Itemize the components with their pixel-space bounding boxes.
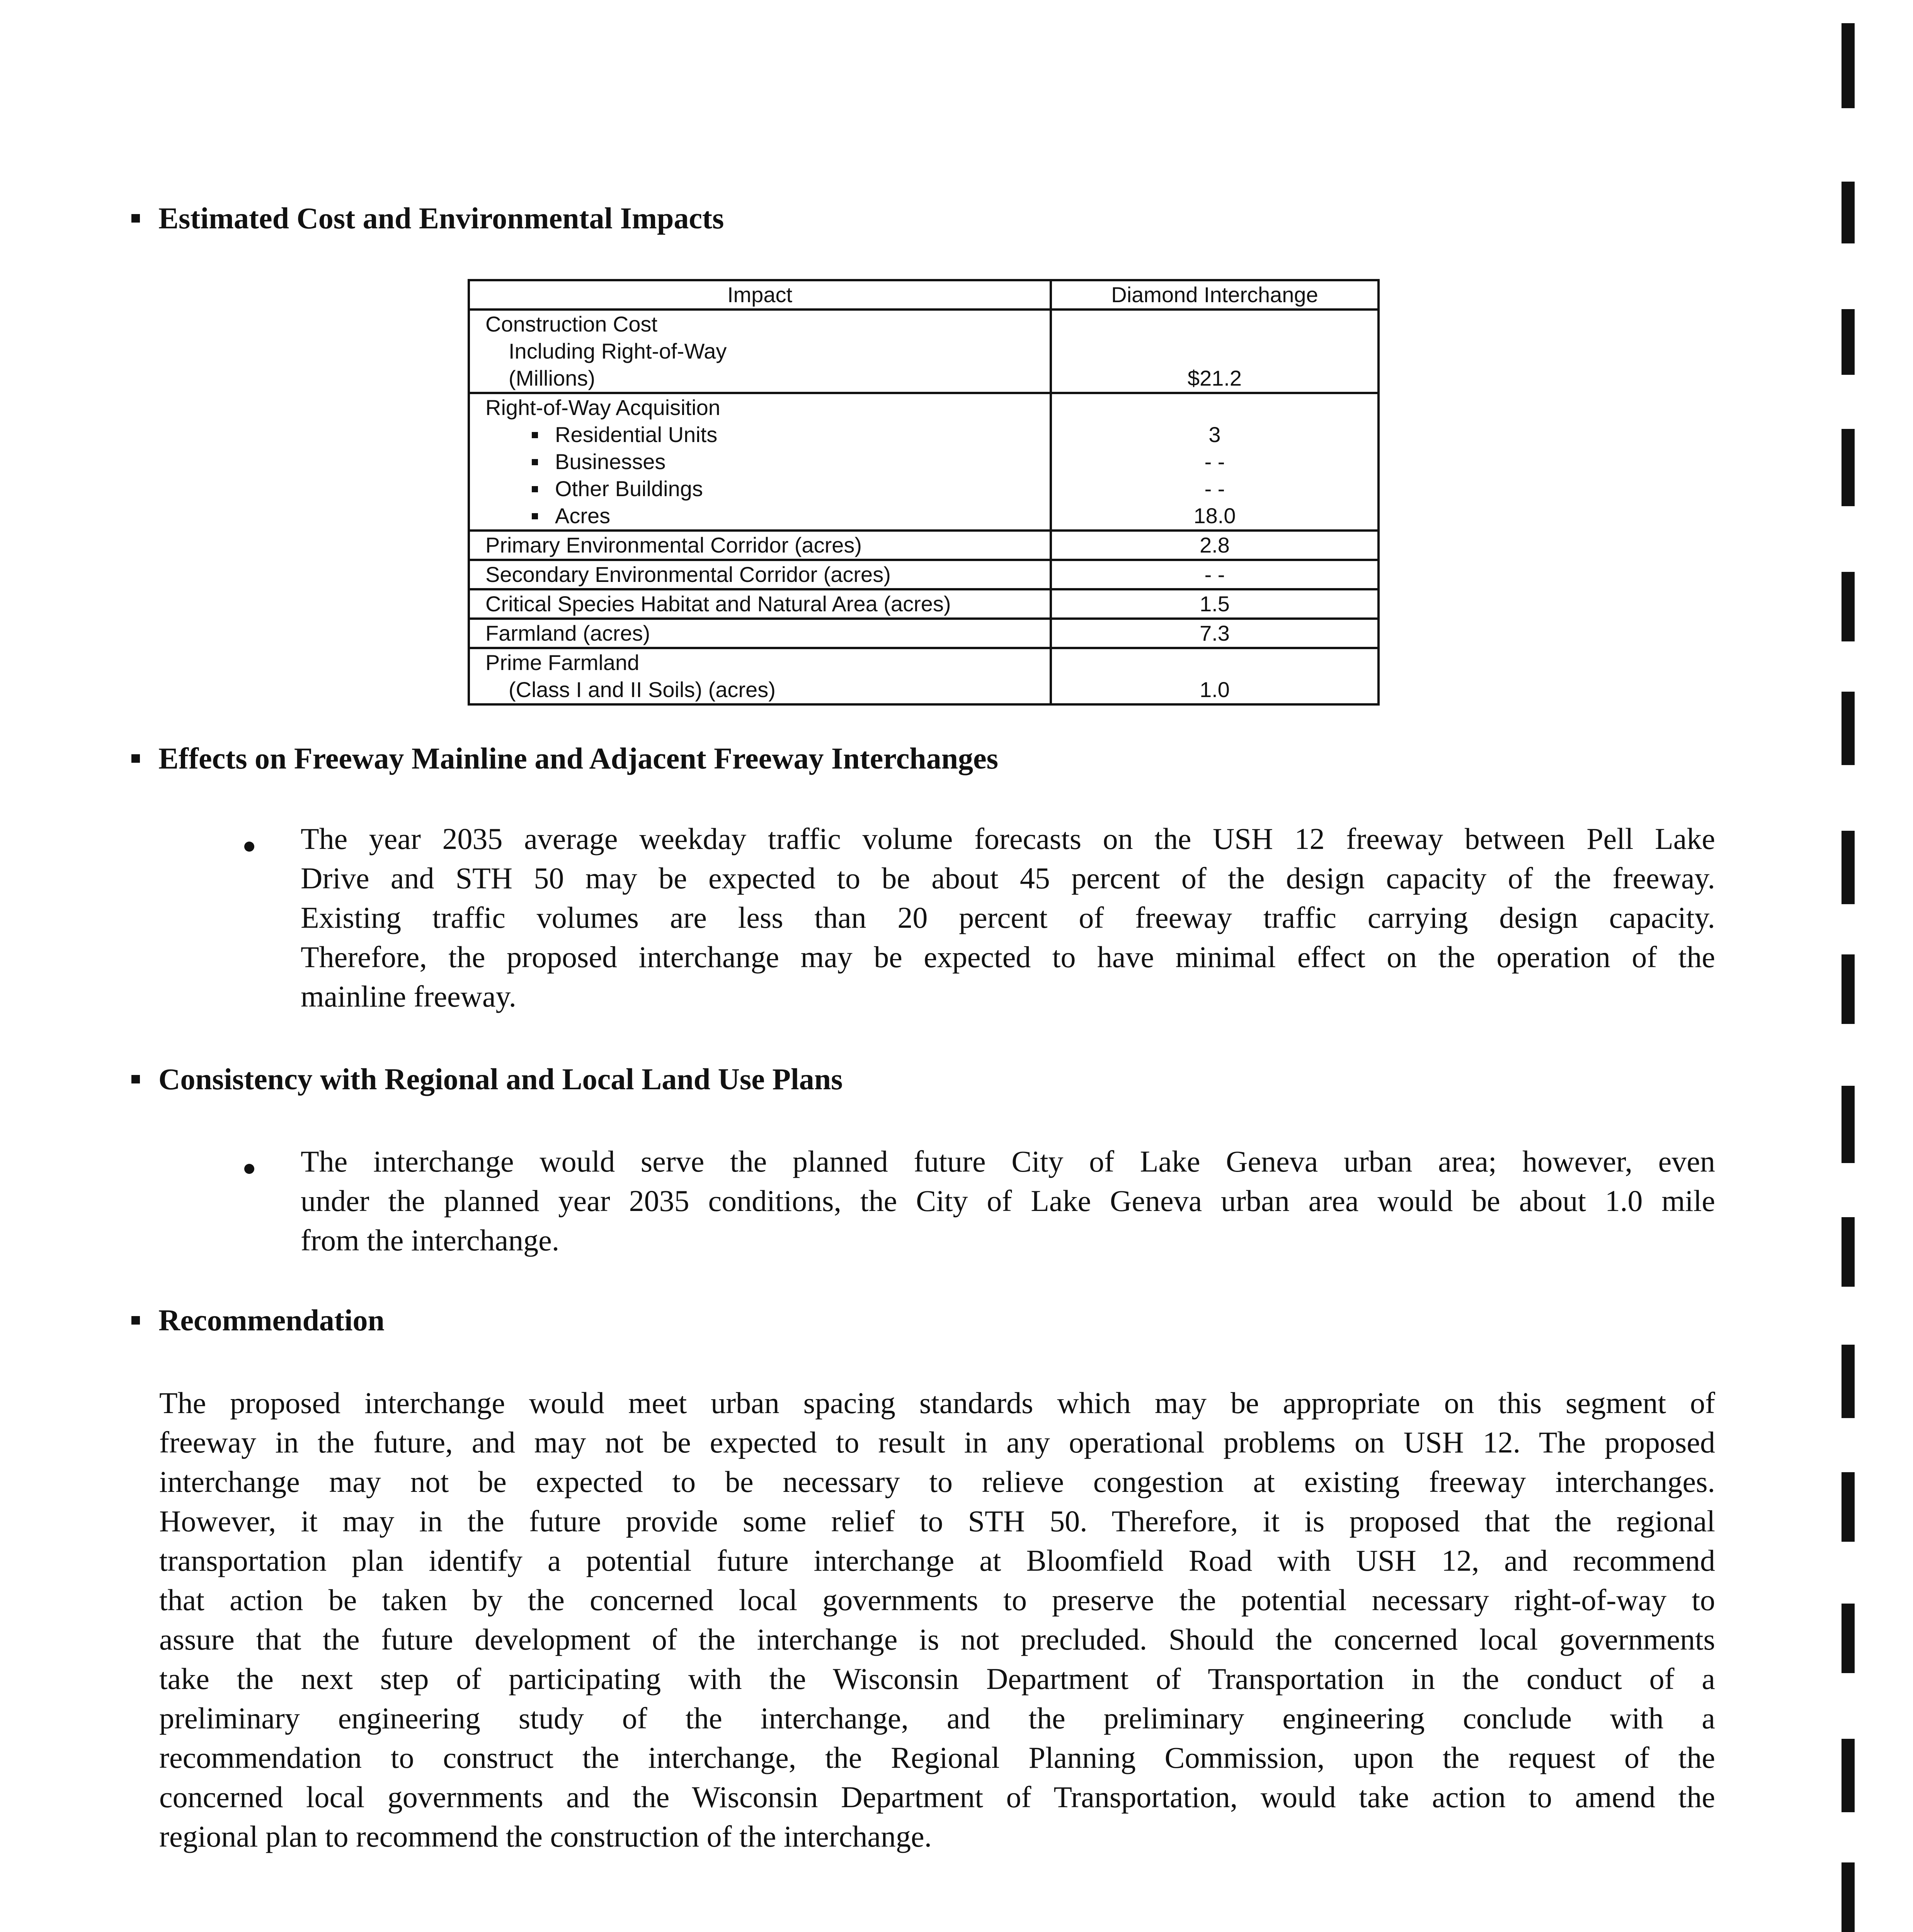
heading-consistency-text: Consistency with Regional and Local Land Use Plans (158, 1062, 843, 1096)
right-of-way-values (1051, 393, 1379, 531)
recommendation-line: However, it may in the future provide some relief to STH 50. Therefore, it is proposed that the regional (159, 1504, 1715, 1538)
binding-mark (1842, 954, 1855, 1024)
section-heading-consistency (131, 1062, 842, 1097)
right-of-way-label (469, 393, 1051, 531)
table-row-primary-corridor (469, 531, 1379, 560)
construction-l2: Including Right-of-Way (509, 339, 727, 363)
primary-corridor-label: Primary Environmental Corridor (acres) (469, 531, 1051, 560)
businesses-value: - - (1204, 449, 1225, 474)
binding-mark (1842, 1862, 1855, 1932)
small-square-bullet-icon (532, 432, 538, 438)
table-row-right-of-way (469, 393, 1379, 531)
other-buildings-value: - - (1204, 476, 1225, 501)
prime-farmland-value: 1.0 (1051, 648, 1379, 704)
table-row-secondary-corridor (469, 560, 1379, 589)
construction-label (469, 310, 1051, 393)
consistency-paragraph (301, 1142, 1715, 1260)
prime-farmland-l2: (Class I and II Soils) (acres) (509, 677, 776, 702)
table-header-row (469, 280, 1379, 310)
square-bullet-icon (131, 214, 140, 223)
businesses-label (485, 448, 1034, 475)
effects-line: The year 2035 average weekday traffic volume forecasts on the USH 12 freeway between Pell Lake (301, 822, 1715, 855)
recommendation-line: The proposed interchange would meet urban spacing standards which may be appropriate on this segment of (159, 1386, 1715, 1420)
recommendation-line: freeway in the future, and may not be expected to result in any operational problems on USH 12. The proposed (159, 1425, 1715, 1459)
section-heading-cost (131, 201, 724, 236)
recommendation-line: preliminary engineering study of the interchange, and the preliminary engineering conclude with a (159, 1701, 1715, 1735)
small-square-bullet-icon (532, 459, 538, 465)
binding-mark (1842, 1086, 1855, 1163)
critical-habitat-value: 1.5 (1051, 589, 1379, 619)
construction-value: $21.2 (1051, 310, 1379, 393)
table-row-critical-habitat (469, 589, 1379, 619)
right-of-way-title: Right-of-Way Acquisition (485, 395, 720, 420)
recommendation-line: that action be taken by the concerned local governments to preserve the potential necessary right-of-way to (159, 1583, 1715, 1617)
recommendation-line: concerned local governments and the Wisconsin Department of Transportation, would take action to amend the (159, 1780, 1715, 1814)
binding-mark (1842, 1739, 1855, 1812)
recommendation-line: take the next step of participating with the Wisconsin Department of Transportation in the conduct of a (159, 1662, 1715, 1696)
table-row-farmland (469, 619, 1379, 648)
acres-text: Acres (555, 503, 611, 528)
recommendation-line: regional plan to recommend the construction of the interchange. (159, 1820, 932, 1853)
residential-value: 3 (1208, 422, 1221, 447)
effects-paragraph (301, 819, 1715, 1016)
consistency-line: from the interchange. (301, 1223, 560, 1257)
square-bullet-icon (131, 754, 140, 763)
businesses-text: Businesses (555, 449, 666, 474)
acres-label (485, 502, 1034, 529)
effects-line: Drive and STH 50 may be expected to be about 45 percent of the design capacity of the freeway. (301, 861, 1715, 895)
critical-habitat-label: Critical Species Habitat and Natural Area (acres) (469, 589, 1051, 619)
binding-mark (1842, 429, 1855, 506)
binding-mark (1842, 182, 1855, 243)
header-diamond-interchange: Diamond Interchange (1051, 280, 1379, 310)
table-row-construction (469, 310, 1379, 393)
binding-mark (1842, 23, 1855, 108)
section-heading-recommendation (131, 1303, 385, 1338)
residential-text: Residential Units (555, 422, 718, 447)
construction-l3: (Millions) (509, 366, 595, 390)
impacts-table (468, 279, 1380, 706)
recommendation-line: recommendation to construct the interchange, the Regional Planning Commission, upon the request of the (159, 1741, 1715, 1774)
farmland-value: 7.3 (1051, 619, 1379, 648)
binding-mark (1842, 1472, 1855, 1542)
recommendation-paragraph (159, 1383, 1715, 1856)
other-buildings-text: Other Buildings (555, 476, 703, 501)
farmland-label: Farmland (acres) (469, 619, 1051, 648)
bullet-dot-icon (244, 1164, 254, 1174)
table-row-prime-farmland (469, 648, 1379, 704)
small-square-bullet-icon (532, 486, 538, 492)
recommendation-line: transportation plan identify a potential future interchange at Bloomfield Road with USH 12, and recommend (159, 1544, 1715, 1577)
binding-mark (1842, 1345, 1855, 1418)
acres-value: 18.0 (1193, 503, 1236, 528)
consistency-line: under the planned year 2035 conditions, the City of Lake Geneva urban area would be about 1.0 mile (301, 1184, 1715, 1218)
bullet-dot-icon (244, 842, 254, 852)
binding-mark (1842, 1217, 1855, 1287)
heading-recommendation-text: Recommendation (158, 1303, 385, 1337)
consistency-line: The interchange would serve the planned future City of Lake Geneva urban area; however, even (301, 1145, 1715, 1178)
binding-mark (1842, 692, 1855, 765)
binding-mark (1842, 1604, 1855, 1673)
residential-label (485, 421, 1034, 448)
square-bullet-icon (131, 1075, 140, 1083)
prime-farmland-l1: Prime Farmland (485, 650, 640, 675)
heading-cost-text: Estimated Cost and Environmental Impacts (158, 201, 724, 235)
secondary-corridor-label: Secondary Environmental Corridor (acres) (469, 560, 1051, 589)
square-bullet-icon (131, 1316, 140, 1325)
effects-line: mainline freeway. (301, 980, 516, 1013)
heading-effects-text: Effects on Freeway Mainline and Adjacent Freeway Interchanges (158, 742, 998, 775)
prime-farmland-label (469, 648, 1051, 704)
small-square-bullet-icon (532, 513, 538, 519)
construction-l1: Construction Cost (485, 312, 658, 336)
section-heading-effects (131, 741, 998, 776)
binding-mark (1842, 831, 1855, 904)
recommendation-line: interchange may not be expected to be necessary to relieve congestion at existing freeway interchanges. (159, 1465, 1715, 1498)
binding-mark (1842, 309, 1855, 375)
header-impact: Impact (469, 280, 1051, 310)
effects-line: Existing traffic volumes are less than 20 percent of freeway traffic carrying design capacity. (301, 901, 1715, 934)
other-buildings-label (485, 475, 1034, 502)
effects-line: Therefore, the proposed interchange may be expected to have minimal effect on the operation of the (301, 940, 1715, 974)
recommendation-line: assure that the future development of the interchange is not precluded. Should the concerned local governments (159, 1622, 1715, 1656)
binding-mark (1842, 572, 1855, 641)
primary-corridor-value: 2.8 (1051, 531, 1379, 560)
secondary-corridor-value: - - (1051, 560, 1379, 589)
